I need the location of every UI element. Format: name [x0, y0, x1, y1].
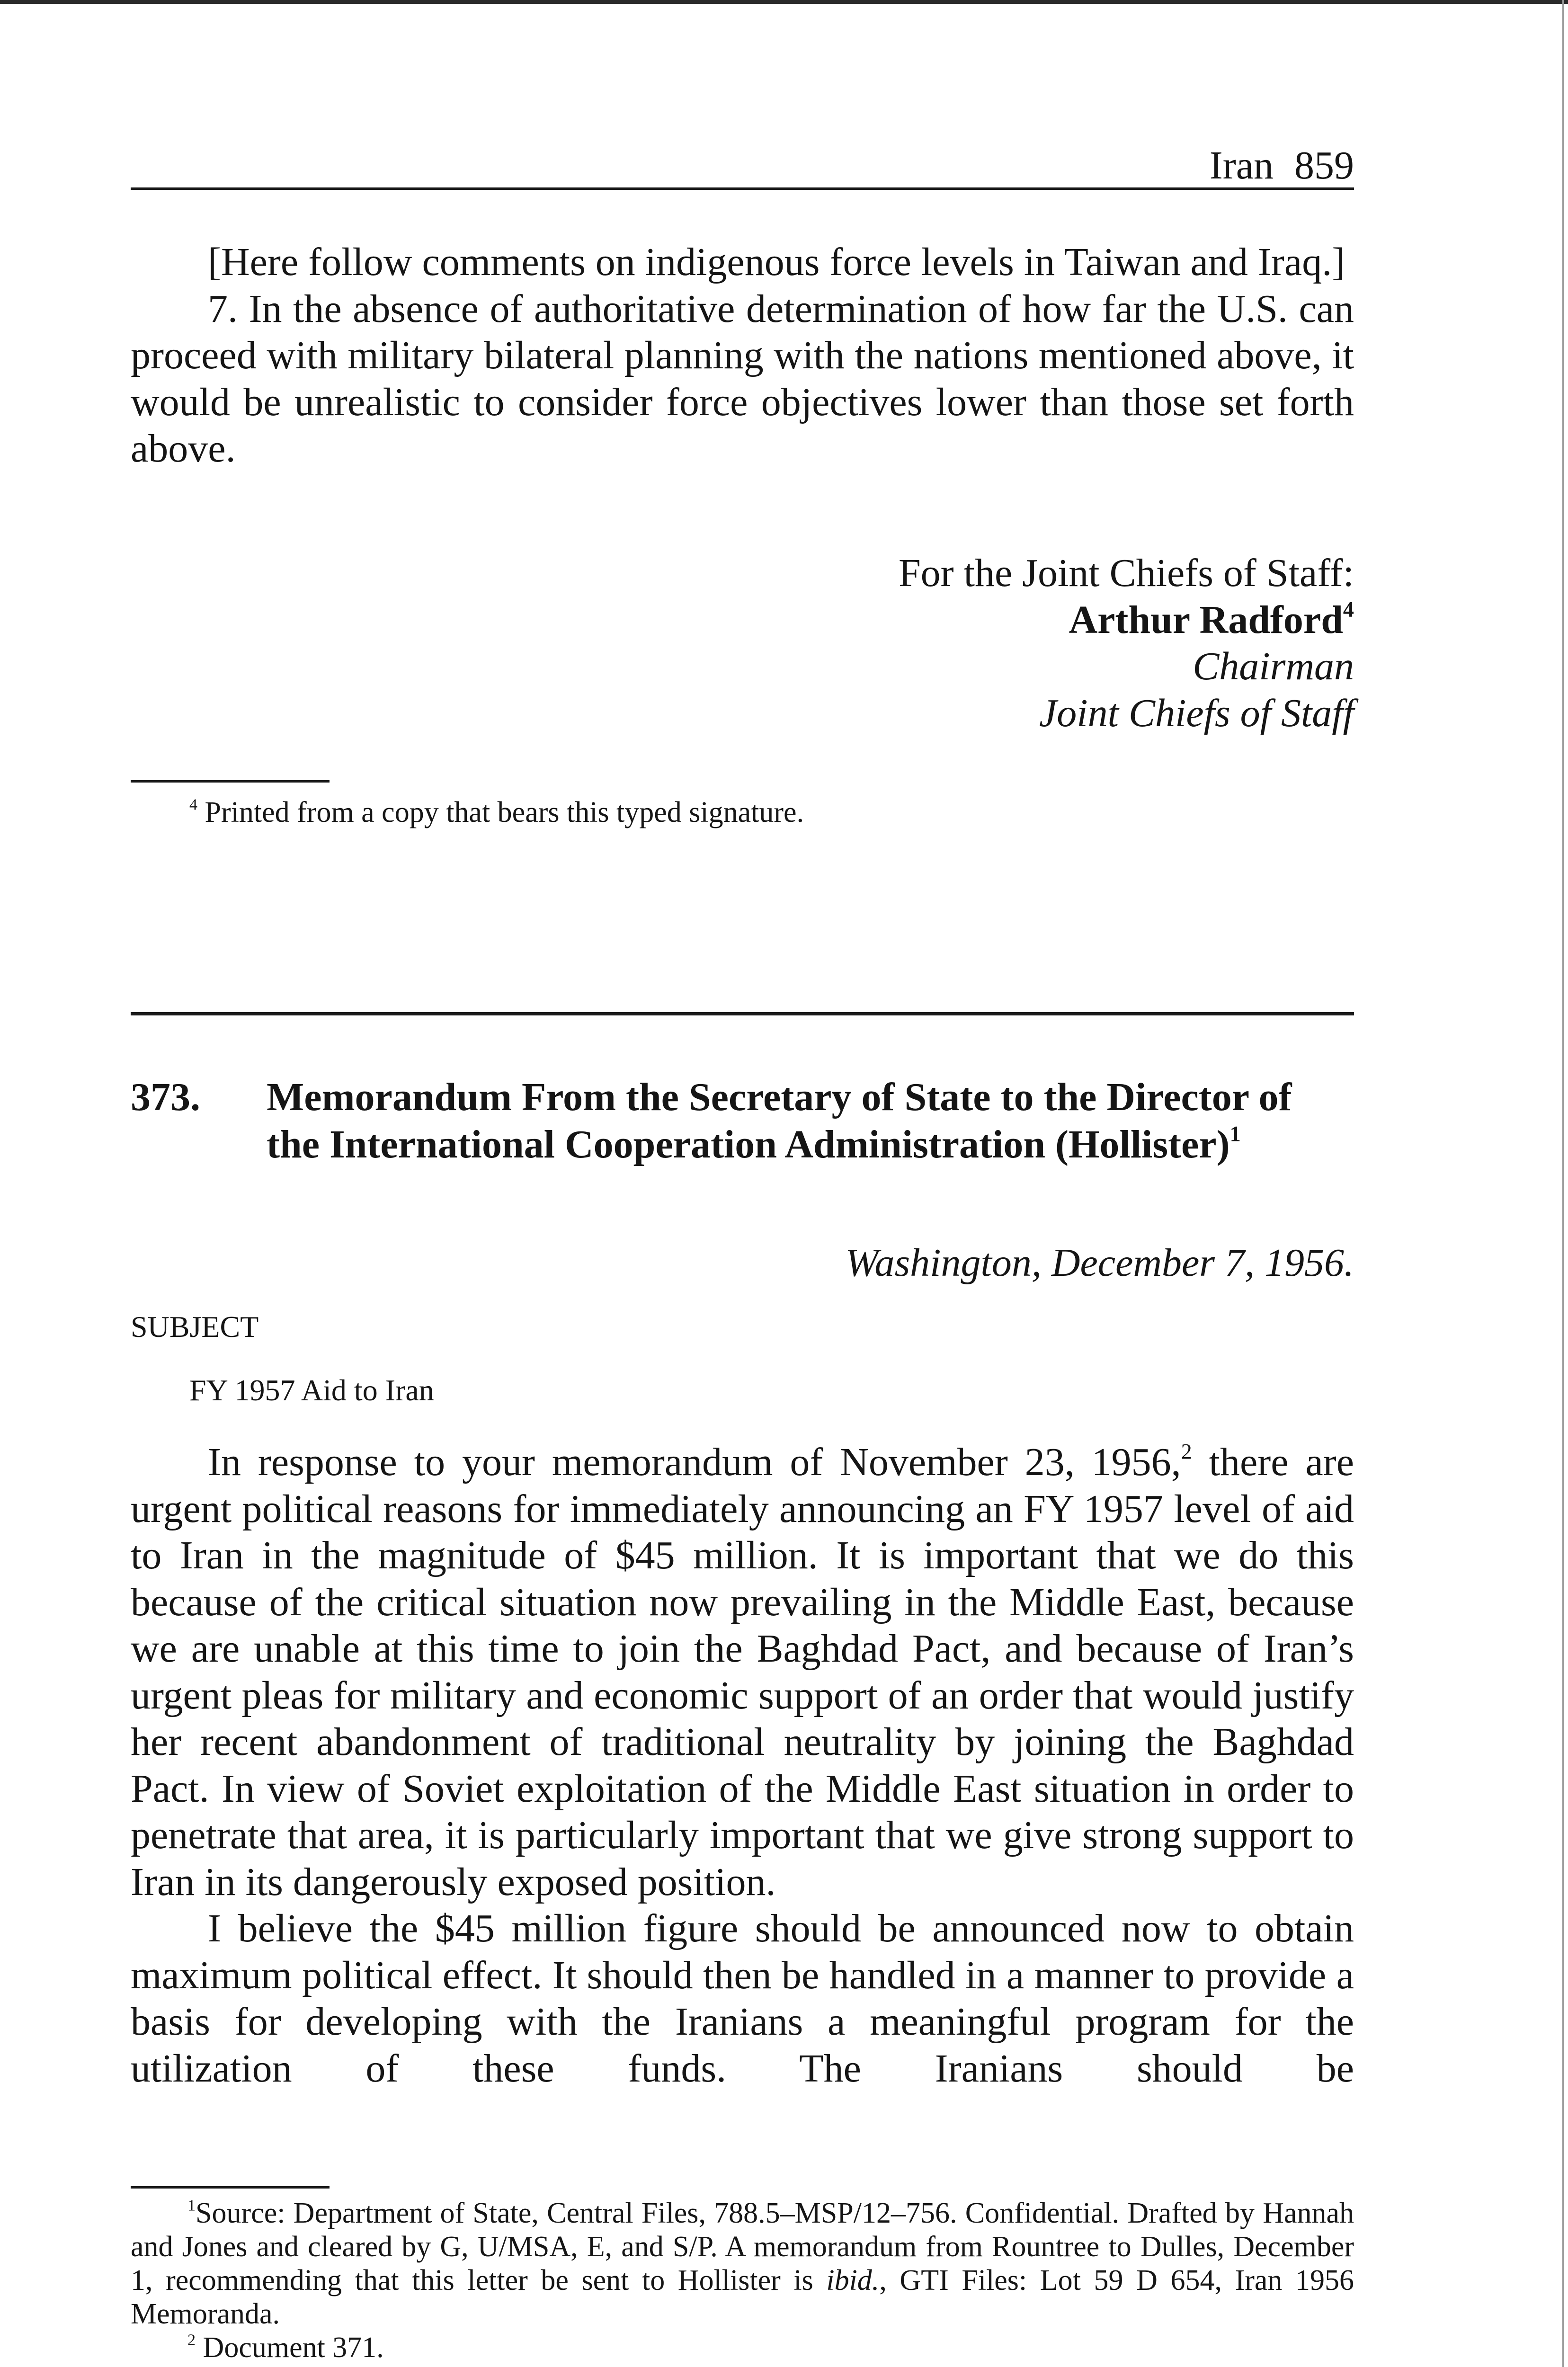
memo-paragraph-1: [131, 1439, 1354, 1905]
footnote-ref-2: 2: [1181, 1439, 1192, 1464]
footnote-4-number: 4: [189, 796, 198, 814]
footnote-1-text-b: , GTI Files: Lot 59 D 654, Iran 1956 Memoranda.: [131, 2264, 1354, 2330]
running-header: [1089, 142, 1354, 189]
scan-edge-top: [0, 0, 1568, 4]
dateline: Washington, December 7, 1956.: [845, 1241, 1354, 1285]
footnote-1-number: 1: [187, 2197, 196, 2215]
header-rule: [131, 187, 1354, 190]
footnote-rule-top: [131, 780, 330, 783]
memo-body: [131, 1439, 1354, 2092]
memo-paragraph-1-rest: there are urgent political reasons for immediately announcing an FY 1957 level of aid to Iran in the magnitude of $45 million. It is important that we do this because of the critical situation now prevailing in the Middle East, because we are unable at this time to join the Baghdad Pact, and because of Iran’s urgent pleas for military and economic support of an order that would justify her recent abandonment of traditional neutrality by joining the Baghdad Pact. In view of Soviet exploitation of the Middle East situation in order to penetrate that area, it is particularly important that we give strong support to Iran in its dangerously exposed position.: [131, 1440, 1354, 1904]
signature-name-line: [615, 597, 1354, 644]
footnote-2: [131, 2331, 1354, 2365]
paragraph-item-7: 7. In the absence of authoritative determination of how far the U.S. can proceed with military bilateral planning with the nations mentioned above, it would be unrealistic to consider force objectives lower than those set forth above.: [131, 286, 1354, 471]
section-rule: [131, 1012, 1354, 1015]
footnote-1-text-a: Source: Department of State, Central Files, 788.5–MSP/12–756. Confidential. Drafted by Hannah and Jones and cleared by G, U/MSA, E, and S/P. A memorandum from Rountree to Dulles, December 1, recommending that this letter be sent to Hollister is: [131, 2197, 1354, 2296]
subject-label: SUBJECT: [131, 1310, 259, 1344]
signature-org: Joint Chiefs of Staff: [1039, 691, 1354, 735]
footnote-ref-1: 1: [1229, 1121, 1241, 1146]
footnote-2-number: 2: [187, 2331, 196, 2349]
signature-block: [615, 550, 1354, 737]
scan-edge-right: [1562, 0, 1564, 2367]
document-number: 373.: [131, 1075, 200, 1119]
running-title: Iran: [1209, 143, 1274, 187]
footnote-ref-4: 4: [1343, 596, 1354, 621]
footnote-4-text: Printed from a copy that bears this typed signature.: [205, 796, 804, 828]
subject-text: FY 1957 Aid to Iran: [189, 1373, 434, 1407]
page-number: 859: [1294, 143, 1354, 187]
footnote-1: [131, 2197, 1354, 2331]
signature-name: Arthur Radford: [1069, 597, 1343, 642]
footnote-4: [189, 795, 1354, 829]
signature-title: Chairman: [1193, 644, 1354, 688]
footnote-rule-bottom: [131, 2186, 330, 2189]
footnote-1-ibid: ibid.: [826, 2264, 880, 2296]
footnote-2-text: Document 371.: [203, 2331, 384, 2364]
document-title: Memorandum From the Secretary of State to the Director of the International Cooperation Administration (Hollister): [267, 1075, 1292, 1166]
bracket-note: [Here follow comments on indigenous force levels in Taiwan and Iraq.]: [208, 240, 1345, 284]
continuation-text: [131, 239, 1354, 472]
memo-paragraph-2: I believe the $45 million figure should be announced now to obtain maximum political effect. It should then be handled in a manner to provide a basis for developing with the Iranians a meaningful program for the utilization of these funds. The Iranians should be: [131, 1906, 1354, 2091]
footnotes-bottom: [131, 2197, 1354, 2365]
memo-paragraph-1-lead: In response to your memorandum of November 23, 1956,: [208, 1440, 1181, 1484]
signature-for-line: For the Joint Chiefs of Staff:: [898, 551, 1354, 595]
document-title-block: [267, 1074, 1354, 1168]
